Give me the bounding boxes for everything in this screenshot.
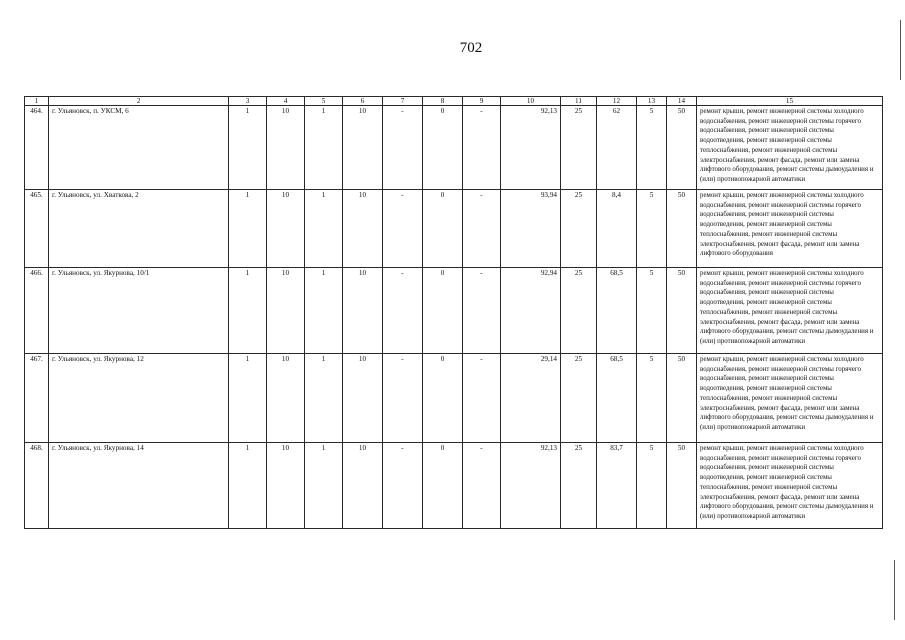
row-number-cell: 464.	[25, 106, 49, 190]
value-cell: 5	[637, 443, 667, 529]
page-number: 702	[459, 40, 483, 56]
column-number: 13	[637, 97, 667, 106]
value-cell: 25	[561, 106, 597, 190]
value-cell: 0	[423, 443, 463, 529]
column-number: 9	[463, 97, 501, 106]
works-cell: ремонт крыши, ремонт инженерной системы холодного водоснабжения, ремонт инженерной системы горячего водоснабжения, ремонт инженерной системы водоотведения, ремонт инженерной системы теплоснабжения, ремонт инженерной системы электроснабжения, ремонт фасада, ремонт или замена лифтового оборудования, ремонт системы дымоудаления и (или) противопожарной автоматики	[697, 106, 883, 190]
value-cell: 0	[423, 354, 463, 443]
table-row	[25, 443, 883, 529]
value-cell: 1	[305, 106, 343, 190]
value-cell: -	[463, 106, 501, 190]
right-edge-line	[894, 560, 895, 620]
value-cell: 25	[561, 443, 597, 529]
column-number: 15	[697, 97, 883, 106]
value-cell: 25	[561, 354, 597, 443]
column-number: 8	[423, 97, 463, 106]
value-cell: 10	[267, 106, 305, 190]
value-cell: 0	[423, 190, 463, 268]
value-cell: 50	[667, 190, 697, 268]
value-cell: -	[383, 106, 423, 190]
value-cell: -	[383, 190, 423, 268]
column-number: 10	[501, 97, 561, 106]
table-row	[25, 190, 883, 268]
value-cell: 10	[343, 190, 383, 268]
value-cell: 5	[637, 106, 667, 190]
value-cell: 68,5	[597, 354, 637, 443]
column-number: 12	[597, 97, 637, 106]
value-cell: 62	[597, 106, 637, 190]
value-cell: 83,7	[597, 443, 637, 529]
value-cell: -	[463, 443, 501, 529]
value-cell: 1	[229, 106, 267, 190]
value-cell: 25	[561, 268, 597, 354]
column-number: 7	[383, 97, 423, 106]
value-cell: 93,94	[501, 190, 561, 268]
value-cell: 1	[229, 268, 267, 354]
column-number-row	[25, 97, 883, 106]
value-cell: 10	[267, 443, 305, 529]
column-number: 2	[49, 97, 229, 106]
table-row	[25, 354, 883, 443]
value-cell: -	[463, 354, 501, 443]
right-edge-line	[900, 20, 901, 80]
value-cell: 1	[305, 268, 343, 354]
value-cell: 1	[305, 354, 343, 443]
value-cell: 1	[229, 443, 267, 529]
value-cell: 50	[667, 443, 697, 529]
value-cell: 10	[267, 190, 305, 268]
row-number-cell: 465.	[25, 190, 49, 268]
value-cell: 50	[667, 268, 697, 354]
value-cell: 0	[423, 106, 463, 190]
value-cell: 92,94	[501, 268, 561, 354]
value-cell: 92,13	[501, 443, 561, 529]
value-cell: -	[383, 268, 423, 354]
table-row	[25, 268, 883, 354]
value-cell: 5	[637, 354, 667, 443]
row-number-cell: 467.	[25, 354, 49, 443]
address-cell: г. Ульяновск, ул. Якурнова, 12	[49, 354, 229, 443]
value-cell: 1	[305, 190, 343, 268]
value-cell: 10	[343, 106, 383, 190]
value-cell: 50	[667, 354, 697, 443]
value-cell: 10	[343, 268, 383, 354]
row-number-cell: 466.	[25, 268, 49, 354]
value-cell: 92,13	[501, 106, 561, 190]
value-cell: -	[463, 268, 501, 354]
value-cell: 8,4	[597, 190, 637, 268]
value-cell: 50	[667, 106, 697, 190]
value-cell: 0	[423, 268, 463, 354]
address-cell: г. Ульяновск, ул. Якурнова, 14	[49, 443, 229, 529]
column-number: 5	[305, 97, 343, 106]
value-cell: 10	[267, 268, 305, 354]
value-cell: 29,14	[501, 354, 561, 443]
address-cell: г. Ульяновск, п. УКСМ, 6	[49, 106, 229, 190]
value-cell: 10	[343, 443, 383, 529]
address-cell: г. Ульяновск, ул. Якурнова, 10/1	[49, 268, 229, 354]
works-cell: ремонт крыши, ремонт инженерной системы холодного водоснабжения, ремонт инженерной системы горячего водоснабжения, ремонт инженерной системы водоотведения, ремонт инженерной системы теплоснабжения, ремонт инженерной системы электроснабжения, ремонт фасада, ремонт или замена лифтового оборудования	[697, 190, 883, 268]
column-number: 3	[229, 97, 267, 106]
works-cell: ремонт крыши, ремонт инженерной системы холодного водоснабжения, ремонт инженерной системы горячего водоснабжения, ремонт инженерной системы водоотведения, ремонт инженерной системы теплоснабжения, ремонт инженерной системы электроснабжения, ремонт фасада, ремонт или замена лифтового оборудования, ремонт системы дымоудаления и (или) противопожарной автоматики	[697, 268, 883, 354]
row-number-cell: 468.	[25, 443, 49, 529]
works-cell: ремонт крыши, ремонт инженерной системы холодного водоснабжения, ремонт инженерной системы горячего водоснабжения, ремонт инженерной системы водоотведения, ремонт инженерной системы теплоснабжения, ремонт инженерной системы электроснабжения, ремонт фасада, ремонт или замена лифтового оборудования, ремонт системы дымоудаления и (или) противопожарной автоматики	[697, 354, 883, 443]
value-cell: -	[383, 354, 423, 443]
column-number: 11	[561, 97, 597, 106]
value-cell: 1	[305, 443, 343, 529]
column-number: 4	[267, 97, 305, 106]
value-cell: 5	[637, 190, 667, 268]
column-number: 14	[667, 97, 697, 106]
value-cell: -	[383, 443, 423, 529]
value-cell: -	[463, 190, 501, 268]
table-row	[25, 106, 883, 190]
column-number: 1	[25, 97, 49, 106]
address-cell: г. Ульяновск, ул. Хваткова, 2	[49, 190, 229, 268]
value-cell: 68,5	[597, 268, 637, 354]
value-cell: 10	[343, 354, 383, 443]
value-cell: 5	[637, 268, 667, 354]
value-cell: 10	[267, 354, 305, 443]
works-cell: ремонт крыши, ремонт инженерной системы холодного водоснабжения, ремонт инженерной системы горячего водоснабжения, ремонт инженерной системы водоотведения, ремонт инженерной системы теплоснабжения, ремонт инженерной системы электроснабжения, ремонт фасада, ремонт или замена лифтового оборудования, ремонт системы дымоудаления и (или) противопожарной автоматики	[697, 443, 883, 529]
repair-program-table	[24, 96, 883, 529]
value-cell: 25	[561, 190, 597, 268]
value-cell: 1	[229, 354, 267, 443]
value-cell: 1	[229, 190, 267, 268]
column-number: 6	[343, 97, 383, 106]
